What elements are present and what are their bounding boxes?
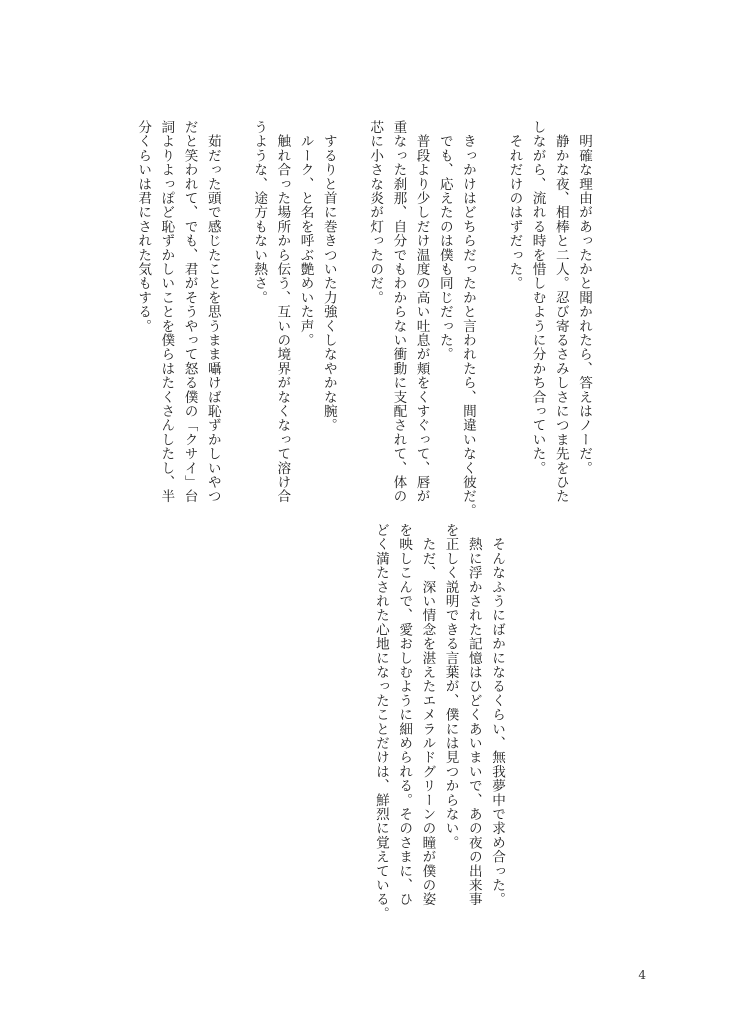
text-line: だと笑われて、でも、君がそうやって怒る僕の「クサイ」台 (181, 120, 198, 504)
text-line: 触れ合った場所から伝う、互いの境界がなくなって溶け合 (274, 120, 291, 504)
text-line: 重なった刹那、自分でもわからない衝動に支配されて、体の (390, 120, 407, 504)
text-line: 普段より少しだけ温度の高い吐息が頬をくすぐって、唇が (413, 120, 430, 504)
text-line: 詞よりよっぽど恥ずかしいことを僕らはたくさんしたし、半 (158, 120, 175, 504)
text-line: そんなふうにばかになるくらい、無我夢中で求め合った。 (489, 523, 505, 907)
text-line: きっかけはどちらだったかと言われたら、間違いなく彼だ。 (459, 120, 476, 518)
text-line: ルーク、と名を呼ぶ艶めいた声。 (297, 120, 314, 348)
blank-line (224, 120, 247, 520)
text-line: しながら、流れる時を惜しむように分かち合っていた。 (529, 120, 546, 475)
text-line: を映しこんで、愛おしむように細められる。そのさまに、ひ (396, 523, 413, 907)
text-block-top (131, 120, 595, 520)
text-line: それだけのはずだった。 (506, 120, 523, 291)
text-line: 茹だった頭で感じたことを思うまま囁けば恥ずかしいやつ (204, 120, 221, 504)
text-line: 芯に小さな炎が灯ったのだ。 (367, 120, 384, 305)
blank-line (340, 120, 363, 520)
text-line: うような、途方もない熱さ。 (251, 120, 268, 305)
text-line: 明確な理由があったかと聞かれたら、答えはノーだ。 (576, 120, 592, 475)
text-line: ただ、深い情念を湛えたエメラルドグリーンの瞳が僕の姿 (419, 523, 436, 907)
blank-line (479, 120, 502, 520)
text-line: でも、応えたのは僕も同じだった。 (436, 120, 453, 362)
text-line: を正しく説明できる言葉が、僕には見つからない。 (442, 523, 459, 850)
text-line: 分くらいは君にされた気もする。 (135, 120, 152, 333)
text-line: 熱に浮かされた記憶はひどくあいまいで、あの夜の出来事 (465, 523, 482, 907)
page-number: 4 (638, 968, 646, 982)
text-line: するりと首に巻きついた力強くしなやかな腕。 (320, 120, 337, 433)
text-block-bottom (369, 523, 508, 923)
text-line: 静かな夜、相棒と二人。忍び寄るさみしさにつま先をひた (552, 120, 569, 504)
text-line: どく満たされた心地になったことだけは、鮮烈に覚えている。 (372, 523, 389, 921)
